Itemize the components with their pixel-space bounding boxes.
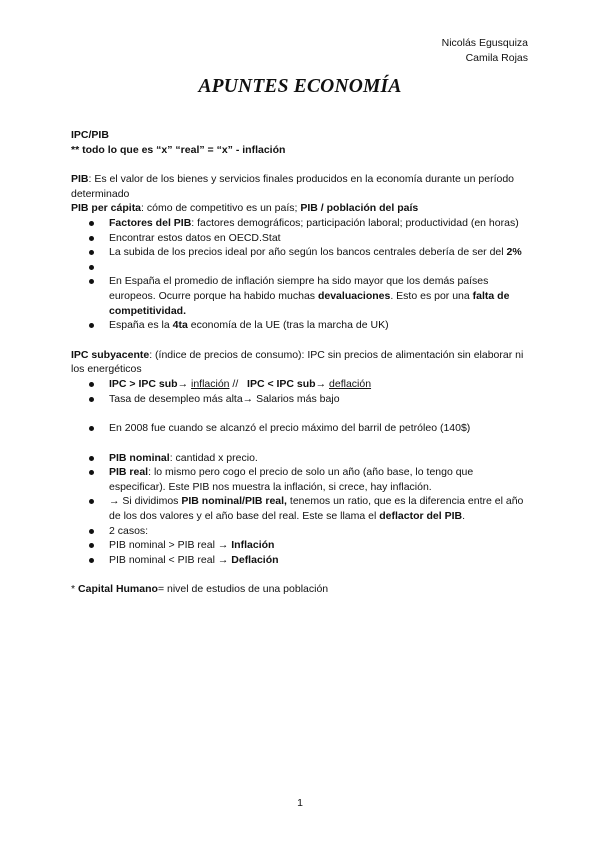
bullet-icon	[89, 250, 94, 255]
bullet-icon	[89, 265, 94, 270]
list-item-text: En 2008 fue cuando se alcanzó el precio máximo del barril de petróleo (140$)	[109, 422, 471, 435]
list-item-text: : lo mismo pero cogo el precio de solo un año (año base, lo tengo que especificar). Este PIB nos muestra la inflación, si crece, hay inflación.	[109, 466, 474, 493]
bullet-icon	[89, 426, 94, 431]
pib-text: : Es el valor de los bienes y servicios finales producidos en la economía durante un período determinado	[71, 173, 515, 200]
bullet-icon	[89, 236, 94, 241]
list-item-bold: deflactor del PIB	[379, 510, 463, 523]
list-item-bold: IPC < IPC sub	[247, 377, 316, 390]
list-item	[71, 421, 531, 436]
pib-term: PIB	[71, 173, 89, 186]
list-item	[71, 216, 531, 231]
list-item-empty	[71, 260, 531, 275]
authors-block	[442, 36, 528, 66]
list-item-text: : factores demográficos; participación laboral; productividad (en horas)	[191, 216, 519, 229]
list-item-text: economía de la UE (tras la marcha de UK)	[187, 319, 389, 332]
list-item-text: Tasa de desempleo más alta→ Salarios más bajo	[109, 392, 340, 405]
list-item-bold: devaluaciones	[317, 289, 391, 302]
list-item-text: Encontrar estos datos en OECD.Stat	[109, 231, 281, 244]
pib-nominal-list	[71, 451, 531, 568]
page-number: 1	[297, 797, 303, 809]
ipc-sub-term: IPC subyacente	[71, 348, 150, 361]
list-item	[71, 538, 531, 553]
list-item-text: tenemos un ratio, que es la diferencia entre el año de los dos valores y el año base del real. Este se llama el	[109, 495, 524, 523]
bullet-icon	[89, 323, 94, 328]
bullet-icon	[89, 397, 94, 402]
section-heading: IPC/PIB	[71, 129, 109, 141]
list-item-bold: 4ta	[172, 319, 188, 332]
list-item-text: PIB nominal > PIB real →	[109, 539, 232, 552]
document-title: APUNTES ECONOMÍA	[198, 76, 402, 97]
pib-list	[71, 216, 531, 333]
list-item-text: En España el promedio de inflación siempre ha sido mayor que los demás países europeos. Ocurre porque ha habido muchas	[109, 275, 489, 302]
arrow-icon: →	[315, 377, 330, 390]
list-item	[71, 318, 531, 333]
list-item-text: España es la	[109, 319, 173, 332]
list-item	[71, 231, 531, 246]
bullet-icon	[89, 543, 94, 548]
pib-definition	[71, 172, 531, 201]
list-item	[71, 553, 531, 568]
bullet-icon	[89, 221, 94, 226]
bullet-icon	[89, 456, 94, 461]
list-item-bold: Deflación	[231, 553, 279, 566]
oil-list	[71, 421, 531, 436]
list-item	[71, 451, 531, 466]
bullet-icon	[89, 558, 94, 563]
list-item-term: PIB real	[109, 466, 149, 479]
list-item-text: La subida de los precios ideal por año según los bancos centrales debería de ser del	[109, 246, 507, 259]
list-item	[71, 392, 531, 407]
arrow-icon: →	[177, 377, 191, 390]
list-item	[71, 245, 531, 260]
bullet-icon	[89, 279, 94, 284]
ipc-subyacente	[71, 348, 531, 377]
list-item	[71, 274, 531, 318]
list-item-bold: falta de competitividad.	[109, 289, 510, 317]
document-body	[71, 128, 531, 597]
list-item-text: //	[229, 377, 248, 390]
list-item-text: . Esto es por una	[390, 289, 473, 302]
list-item-text: .	[462, 510, 466, 523]
list-item-text: : cantidad x precio.	[169, 451, 258, 464]
capital-humano	[71, 582, 531, 597]
capital-prefix: *	[71, 583, 79, 596]
pib-pc-formula: PIB / población del país	[300, 202, 419, 215]
bullet-icon	[89, 382, 94, 387]
list-item	[71, 524, 531, 539]
real-note: ** todo lo que es “x” “real” = “x” - inflación	[71, 143, 286, 156]
list-item-term: Factores del PIB	[109, 216, 192, 229]
pib-per-capita	[71, 201, 531, 216]
bullet-icon	[89, 470, 94, 475]
list-item-bold: PIB nominal/PIB real,	[181, 495, 287, 508]
author-2: Camila Rojas	[465, 52, 528, 64]
ipc-sub-text: : (índice de precios de consumo): IPC sin precios de alimentación sin elaborar ni los energéticos	[71, 348, 524, 376]
list-item	[71, 465, 531, 494]
list-item-text: → Si dividimos	[109, 495, 182, 508]
list-item-term: PIB nominal	[109, 451, 170, 464]
list-item-underlined: inflación	[190, 377, 230, 390]
list-item-underlined: deflación	[329, 377, 372, 390]
bullet-icon	[89, 499, 94, 504]
ipc-list	[71, 377, 531, 406]
author-1: Nicolás Egusquiza	[441, 37, 528, 49]
bullet-icon	[89, 529, 94, 534]
list-item-bold: IPC > IPC sub	[109, 377, 178, 390]
pib-pc-term: PIB per cápita	[71, 202, 142, 215]
list-item-bold: Inflación	[231, 539, 275, 552]
list-item	[71, 494, 531, 523]
list-item-text: PIB nominal < PIB real →	[109, 553, 232, 566]
pib-pc-text: : cómo de competitivo es un país;	[141, 202, 301, 215]
list-item	[71, 377, 531, 392]
list-item-bold: 2%	[506, 246, 522, 259]
capital-term: Capital Humano	[78, 583, 158, 596]
capital-text: = nivel de estudios de una población	[157, 583, 329, 596]
list-item-text: 2 casos:	[109, 524, 149, 537]
